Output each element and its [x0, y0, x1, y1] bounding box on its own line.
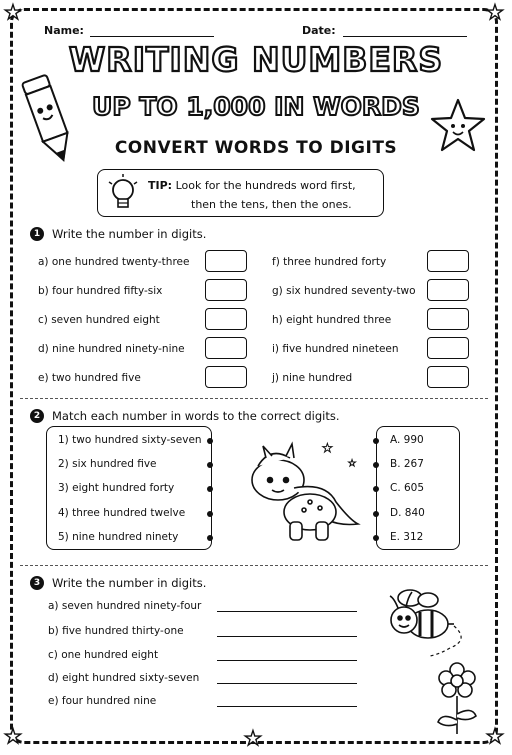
- section-title: Write the number in digits.: [52, 576, 207, 590]
- star-icon: ★: [4, 0, 22, 24]
- section-title: Match each number in words to the correct digits.: [52, 409, 340, 423]
- match-digit: E. 312: [390, 531, 424, 543]
- match-word: 2) six hundred five: [58, 458, 157, 470]
- question-item: b) four hundred fifty-six: [38, 285, 163, 297]
- match-dot[interactable]: [207, 438, 213, 444]
- match-word: 5) nine hundred ninety: [58, 531, 179, 543]
- match-dot[interactable]: [207, 511, 213, 517]
- answer-line[interactable]: [217, 611, 357, 612]
- question-item: j) nine hundred: [272, 372, 353, 384]
- tip-line-1: Look for the hundreds word first,: [175, 179, 356, 192]
- question-item: a) seven hundred ninety-four: [48, 600, 202, 612]
- name-label: Name:: [44, 24, 84, 37]
- tip-label: TIP:: [148, 179, 173, 192]
- answer-box[interactable]: [427, 308, 469, 330]
- answer-box[interactable]: [427, 250, 469, 272]
- question-item: g) six hundred seventy-two: [272, 285, 416, 297]
- answer-line[interactable]: [217, 706, 357, 707]
- section-number: 3: [30, 576, 44, 590]
- answer-line[interactable]: [217, 660, 357, 661]
- answer-box[interactable]: [427, 337, 469, 359]
- svg-text:★: ★: [322, 441, 333, 455]
- match-dot[interactable]: [373, 438, 379, 444]
- star-icon: ★: [244, 726, 262, 750]
- name-field[interactable]: [90, 36, 214, 37]
- date-label: Date:: [302, 24, 336, 37]
- match-digit: C. 605: [390, 482, 425, 494]
- question-item: c) seven hundred eight: [38, 314, 160, 326]
- match-dot[interactable]: [373, 462, 379, 468]
- answer-box[interactable]: [205, 279, 247, 301]
- answer-box[interactable]: [205, 337, 247, 359]
- answer-line[interactable]: [217, 636, 357, 637]
- question-item: e) two hundred five: [38, 372, 141, 384]
- match-digit: B. 267: [390, 458, 424, 470]
- dinosaur-icon: [230, 436, 364, 554]
- section-divider: [20, 565, 488, 566]
- page-heading: CONVERT WORDS TO DIGITS: [114, 138, 398, 158]
- page-title: WRITING NUMBERS: [68, 40, 444, 79]
- question-item: c) one hundred eight: [48, 649, 159, 661]
- lightbulb-icon: [106, 172, 140, 216]
- question-item: h) eight hundred three: [272, 314, 392, 326]
- match-dot[interactable]: [207, 462, 213, 468]
- section-number: 2: [30, 409, 44, 423]
- match-word: 3) eight hundred forty: [58, 482, 175, 494]
- match-dot[interactable]: [207, 486, 213, 492]
- match-digit: D. 840: [390, 507, 425, 519]
- answer-box[interactable]: [427, 366, 469, 388]
- match-dot[interactable]: [207, 535, 213, 541]
- star-icon: ★: [4, 724, 22, 748]
- answer-box[interactable]: [205, 250, 247, 272]
- section-title: Write the number in digits.: [52, 227, 207, 241]
- answer-box[interactable]: [205, 366, 247, 388]
- section-divider: [20, 398, 488, 399]
- date-field[interactable]: [343, 36, 467, 37]
- flower-icon: [430, 662, 484, 736]
- answer-line[interactable]: [217, 683, 357, 684]
- star-icon: ★: [486, 0, 504, 24]
- match-digit: A. 990: [390, 434, 424, 446]
- match-dot[interactable]: [373, 486, 379, 492]
- question-item: a) one hundred twenty-three: [38, 256, 190, 268]
- page-subtitle: UP TO 1,000 IN WORDS: [92, 92, 420, 121]
- question-item: d) eight hundred sixty-seven: [48, 672, 200, 684]
- tip-line-2: then the tens, then the ones.: [191, 198, 352, 211]
- match-word: 4) three hundred twelve: [58, 507, 186, 519]
- question-item: b) five hundred thirty-one: [48, 625, 184, 637]
- question-item: i) five hundred nineteen: [272, 343, 399, 355]
- answer-box[interactable]: [427, 279, 469, 301]
- bee-icon: [380, 586, 476, 658]
- question-item: f) three hundred forty: [272, 256, 387, 268]
- pencil-icon: [20, 70, 80, 170]
- answer-box[interactable]: [205, 308, 247, 330]
- svg-text:★: ★: [348, 459, 357, 469]
- match-dot[interactable]: [373, 535, 379, 541]
- star-icon: ★: [486, 724, 504, 748]
- question-item: e) four hundred nine: [48, 695, 157, 707]
- section-number: 1: [30, 227, 44, 241]
- question-item: d) nine hundred ninety-nine: [38, 343, 185, 355]
- match-dot[interactable]: [373, 511, 379, 517]
- match-word: 1) two hundred sixty-seven: [58, 434, 202, 446]
- tip-text: [148, 176, 356, 214]
- star-character-icon: [428, 96, 488, 156]
